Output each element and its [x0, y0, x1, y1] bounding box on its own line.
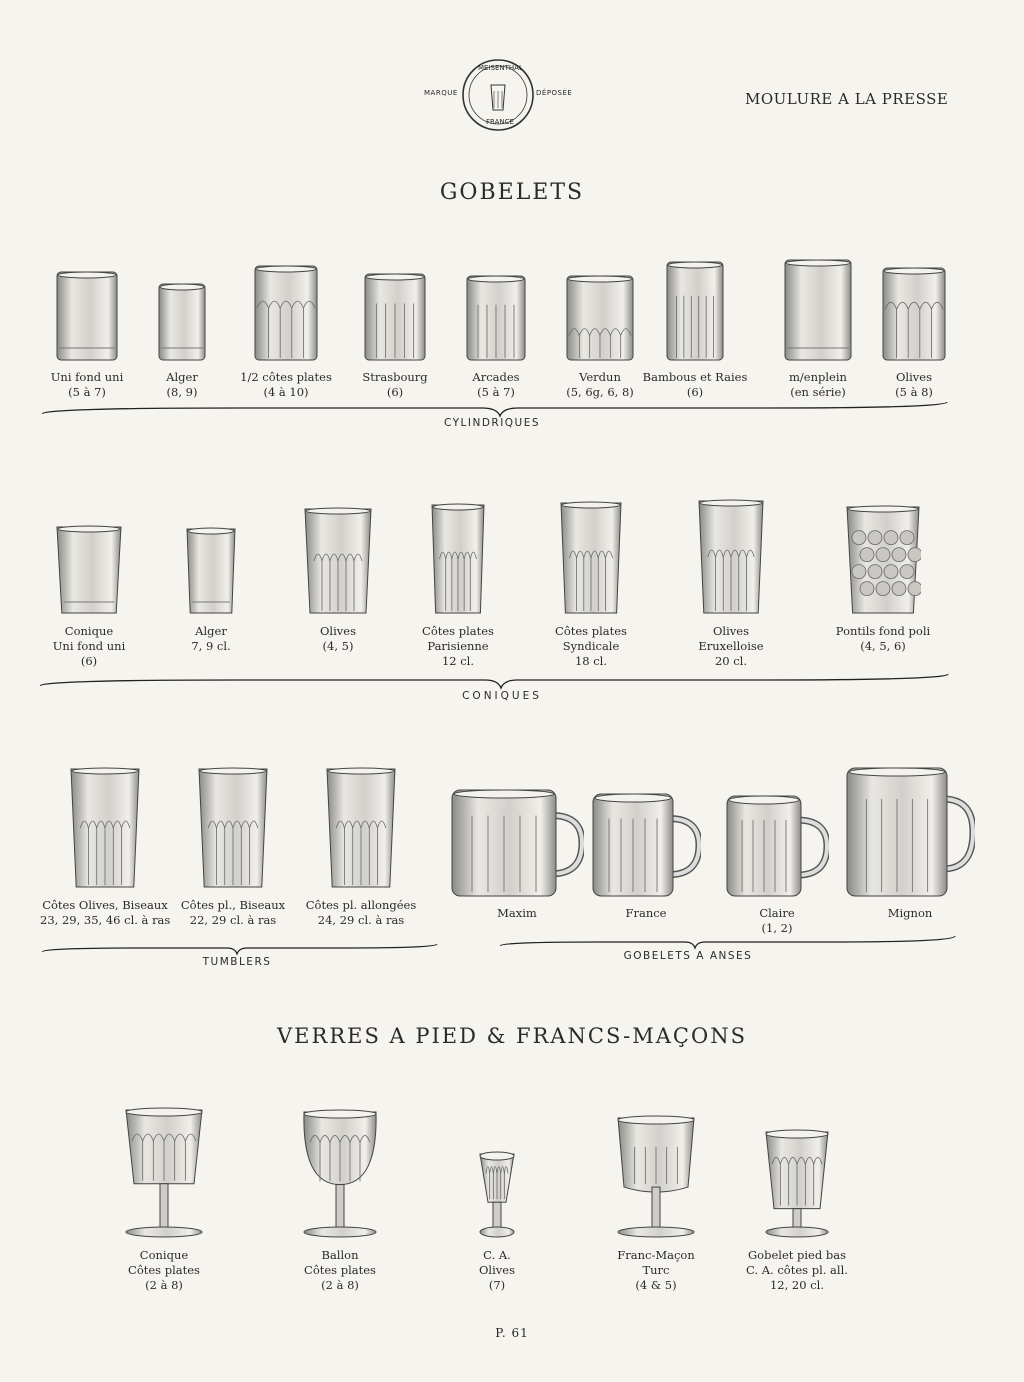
gobelet-conique-3 — [268, 506, 408, 654]
gobelet-conique-7-caption-2: (4, 5, 6) — [860, 639, 906, 653]
gobelet-conique-4-caption-2: Parisienne — [427, 639, 489, 653]
tumbler-3-caption-2: 24, 29 cl. à ras — [317, 913, 405, 927]
gobelet-conique-4-caption-1: Côtes plates — [422, 624, 494, 638]
logo-marque-text: MARQUE — [424, 89, 458, 97]
gobelet-cylindrique-3-caption-2: (4 à 10) — [263, 385, 309, 399]
meisenthal-logo — [420, 55, 580, 135]
gobelet-anse-2-glass-icon — [591, 792, 701, 898]
gobelet-cylindrique-6-caption-2: (5, 6g, 6, 8) — [566, 385, 634, 399]
gobelet-conique-1-caption-3: (6) — [80, 654, 98, 668]
tumbler-1-caption-2: 23, 29, 35, 46 cl. à ras — [40, 913, 171, 927]
tumbler-3-caption-1: Côtes pl. allongées — [305, 898, 417, 912]
verre-a-pied-1-caption-1: Conique — [139, 1248, 189, 1262]
tumbler-2-caption-2: 22, 29 cl. à ras — [189, 913, 277, 927]
gobelet-conique-1 — [20, 524, 158, 669]
verre-a-pied-1-caption-3: (2 à 8) — [145, 1278, 183, 1292]
verre-a-pied-1-caption-2: Côtes plates — [128, 1263, 200, 1277]
gobelet-conique-5-caption-1: Côtes plates — [555, 624, 627, 638]
logo-top-text: MEISENTHAL — [478, 64, 523, 72]
tumbler-2-glass-icon — [197, 766, 269, 890]
gobelet-cylindrique-8-caption-2: (en série) — [790, 385, 846, 399]
gobelet-conique-2-caption-1: Alger — [195, 624, 227, 638]
verre-a-pied-2-caption-2: Côtes plates — [304, 1263, 376, 1277]
technique-heading: MOULURE A LA PRESSE — [745, 90, 949, 108]
tumbler-3 — [296, 766, 426, 928]
gobelet-conique-5-caption-3: 18 cl. — [574, 654, 608, 668]
gobelet-cylindrique-9-caption-2: (5 à 8) — [895, 385, 933, 399]
gobelet-cylindrique-5-glass-icon — [465, 274, 527, 362]
gobelet-cylindrique-7 — [630, 260, 760, 400]
group-label-tumblers: TUMBLERS — [202, 956, 272, 968]
gobelet-anse-2 — [586, 792, 706, 921]
gobelet-cylindrique-4-caption-2: (6) — [386, 385, 404, 399]
gobelet-cylindrique-2-caption-1: Alger — [166, 370, 198, 384]
gobelet-cylindrique-5-caption-1: Arcades — [472, 370, 520, 384]
tumbler-1-glass-icon — [69, 766, 141, 890]
gobelet-conique-2 — [150, 526, 272, 654]
gobelet-conique-7-caption-1: Pontils fond poli — [835, 624, 931, 638]
page-number: P. 61 — [495, 1326, 529, 1340]
gobelet-anse-2-caption-1: France — [625, 906, 667, 920]
gobelet-cylindrique-7-caption-1: Bambous et Raies — [642, 370, 748, 384]
verre-a-pied-2-caption-3: (2 à 8) — [321, 1278, 359, 1292]
gobelet-conique-4 — [395, 502, 521, 669]
verre-a-pied-5-caption-2: C. A. côtes pl. all. — [746, 1263, 848, 1277]
gobelet-cylindrique-9-glass-icon — [881, 266, 947, 362]
gobelet-cylindrique-3-glass-icon — [253, 264, 319, 362]
verre-a-pied-4 — [574, 1114, 738, 1293]
gobelet-conique-1-glass-icon — [55, 524, 123, 616]
gobelet-conique-2-caption-2: 7, 9 cl. — [191, 639, 231, 653]
gobelet-anse-4-caption-1: Mignon — [887, 906, 933, 920]
verre-a-pied-1-glass-icon — [122, 1106, 206, 1240]
gobelet-anse-3-glass-icon — [725, 794, 829, 898]
tumbler-2 — [168, 766, 298, 928]
gobelet-anse-1-glass-icon — [450, 788, 584, 898]
gobelet-cylindrique-7-caption-2: (6) — [686, 385, 704, 399]
verre-a-pied-4-caption-1: Franc-Maçon — [617, 1248, 695, 1262]
group-label-coniques: CONIQUES — [462, 690, 542, 702]
gobelet-cylindrique-9 — [846, 266, 982, 400]
gobelet-cylindrique-3-caption-1: 1/2 côtes plates — [240, 370, 332, 384]
gobelet-cylindrique-7-glass-icon — [665, 260, 725, 362]
verre-a-pied-3-glass-icon — [476, 1150, 518, 1240]
logo-bottom-text: FRANCE — [486, 118, 514, 126]
gobelet-cylindrique-8-glass-icon — [783, 258, 853, 362]
group-label-cylindriques: CYLINDRIQUES — [443, 417, 541, 429]
tumbler-1 — [40, 766, 170, 928]
gobelet-cylindrique-5-caption-2: (5 à 7) — [477, 385, 515, 399]
gobelet-conique-6 — [662, 498, 800, 669]
gobelet-conique-2-glass-icon — [185, 526, 237, 616]
verre-a-pied-3-caption-3: (7) — [488, 1278, 506, 1292]
gobelet-cylindrique-4-caption-1: Strasbourg — [362, 370, 428, 384]
verre-a-pied-5-caption-3: 12, 20 cl. — [769, 1278, 824, 1292]
gobelet-conique-5-caption-2: Syndicale — [562, 639, 620, 653]
gobelet-cylindrique-9-caption-1: Olives — [896, 370, 932, 384]
gobelet-anse-3-caption-1: Claire — [759, 906, 795, 920]
gobelet-cylindrique-4-glass-icon — [363, 272, 427, 362]
gobelet-conique-3-caption-2: (4, 5) — [322, 639, 354, 653]
gobelet-cylindrique-2-caption-2: (8, 9) — [166, 385, 198, 399]
logo-deposee-text: DÉPOSÉE — [536, 89, 573, 97]
verre-a-pied-2-glass-icon — [300, 1108, 380, 1240]
gobelet-conique-3-glass-icon — [303, 506, 373, 616]
verre-a-pied-3 — [436, 1150, 558, 1293]
gobelet-anse-3 — [720, 794, 834, 936]
gobelet-conique-4-glass-icon — [430, 502, 486, 616]
gobelet-conique-5-glass-icon — [559, 500, 623, 616]
gobelet-conique-1-caption-2: Uni fond uni — [52, 639, 126, 653]
gobelet-conique-6-caption-3: 20 cl. — [714, 654, 748, 668]
gobelet-conique-7-glass-icon — [845, 504, 921, 616]
brace-coniques — [40, 672, 960, 692]
gobelet-cylindrique-1-caption-1: Uni fond uni — [50, 370, 124, 384]
verre-a-pied-4-caption-3: (4 & 5) — [635, 1278, 677, 1292]
tumbler-1-caption-1: Côtes Olives, Biseaux — [42, 898, 168, 912]
gobelet-conique-7 — [810, 504, 956, 654]
gobelet-anse-1-caption-1: Maxim — [497, 906, 537, 920]
gobelet-anse-1 — [445, 788, 589, 921]
gobelet-cylindrique-1-glass-icon — [55, 270, 119, 362]
verre-a-pied-3-caption-1: C. A. — [483, 1248, 511, 1262]
gobelet-cylindrique-2-glass-icon — [157, 282, 207, 362]
gobelet-conique-4-caption-3: 12 cl. — [441, 654, 475, 668]
verre-a-pied-2-caption-1: Ballon — [321, 1248, 359, 1262]
verre-a-pied-2 — [260, 1108, 420, 1293]
gobelet-cylindrique-6-caption-1: Verdun — [579, 370, 621, 384]
gobelet-conique-5 — [524, 500, 658, 669]
verre-a-pied-4-glass-icon — [614, 1114, 698, 1240]
gobelet-cylindrique-8-caption-1: m/enplein — [789, 370, 847, 384]
section-title-verres: VERRES A PIED & FRANCS-MAÇONS — [277, 1024, 747, 1048]
gobelet-conique-6-caption-1: Olives — [713, 624, 749, 638]
gobelet-conique-6-glass-icon — [697, 498, 765, 616]
tumbler-2-caption-1: Côtes pl., Biseaux — [180, 898, 286, 912]
gobelet-conique-6-caption-2: Eruxelloise — [698, 639, 764, 653]
verre-a-pied-5-caption-1: Gobelet pied bas — [747, 1248, 847, 1262]
verre-a-pied-5 — [722, 1128, 872, 1293]
tumbler-3-glass-icon — [325, 766, 397, 890]
verre-a-pied-4-caption-2: Turc — [642, 1263, 670, 1277]
verre-a-pied-3-caption-2: Olives — [479, 1263, 515, 1277]
group-label-anses: GOBELETS A ANSES — [623, 950, 753, 962]
gobelet-conique-1-caption-1: Conique — [64, 624, 114, 638]
section-title-gobelets: GOBELETS — [439, 180, 585, 205]
gobelet-cylindrique-1-caption-2: (5 à 7) — [68, 385, 106, 399]
gobelet-cylindrique-6-glass-icon — [565, 274, 635, 362]
verre-a-pied-5-glass-icon — [762, 1128, 832, 1240]
gobelet-anse-3-caption-2: (1, 2) — [761, 921, 793, 935]
gobelet-anse-4-glass-icon — [845, 766, 975, 898]
verre-a-pied-1 — [82, 1106, 246, 1293]
gobelet-conique-3-caption-1: Olives — [320, 624, 356, 638]
gobelet-anse-4 — [840, 766, 980, 921]
